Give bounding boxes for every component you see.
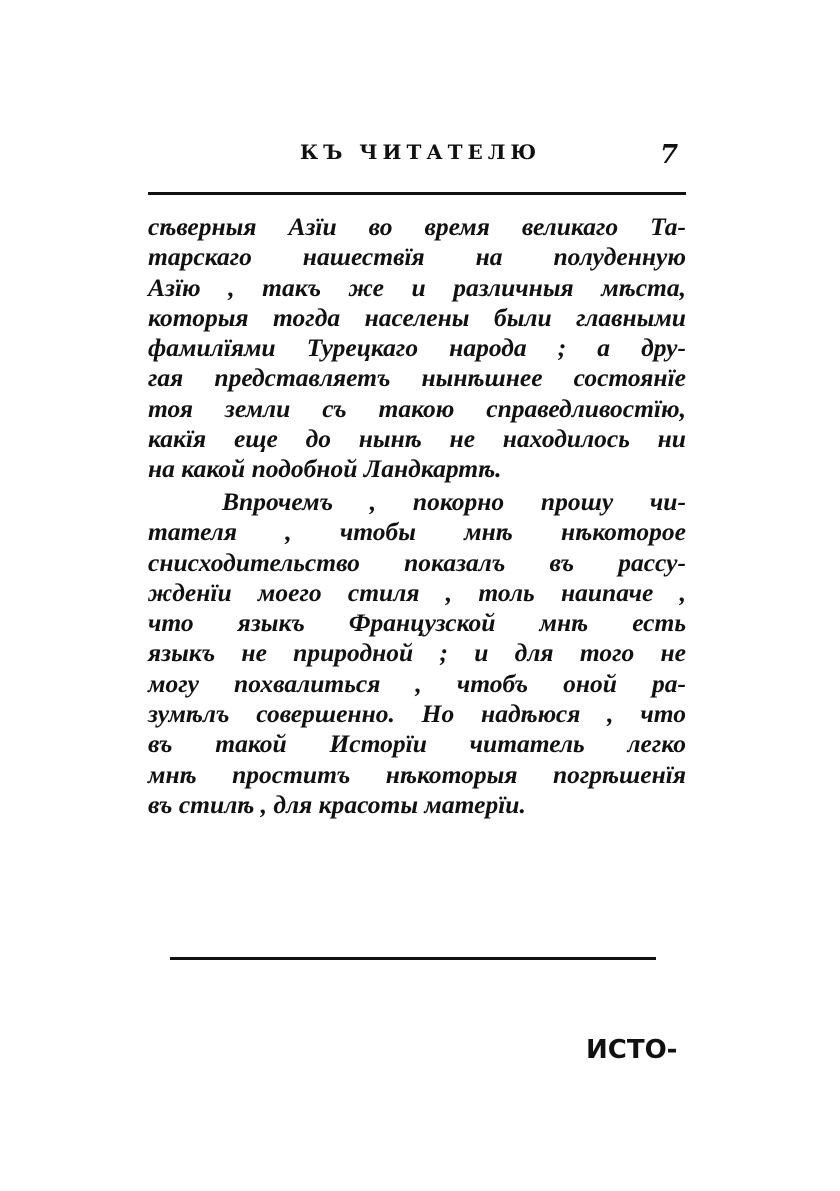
header-rule bbox=[148, 192, 686, 195]
text-line: гая представляетъ нынѣшнее состоянїе bbox=[148, 363, 686, 393]
page-number: 7 bbox=[660, 140, 679, 170]
text-line: могу похвалиться , чтобъ оной ра- bbox=[148, 668, 686, 698]
text-line: фамилїями Турецкаго народа ; а дру- bbox=[148, 333, 686, 363]
text-line: тоя земли съ такою справедливостїю, bbox=[148, 393, 686, 423]
catchword: ИСТО- bbox=[586, 1035, 678, 1065]
running-title: КЪ ЧИТАТЕЛЮ bbox=[300, 140, 542, 164]
text-line: жденїи моего стиля , толь наипаче , bbox=[148, 577, 686, 607]
text-line: сѣверныя Азїи во время великаго Та- bbox=[148, 212, 686, 241]
text-line: на какой подобной Ландкартѣ. bbox=[148, 454, 502, 484]
text-line: какїя еще до нынѣ не находилось ни bbox=[148, 424, 686, 454]
paragraph-1 bbox=[148, 212, 686, 485]
text-line: которыя тогда населены были главными bbox=[148, 302, 686, 332]
text-line: тарскаго нашествїя на полуденную bbox=[148, 242, 686, 272]
text-line: тателя , чтобы мнѣ нѣкоторое bbox=[148, 517, 686, 547]
text-line: снисходительство показалъ въ рассу- bbox=[148, 547, 686, 577]
footer-rule bbox=[170, 957, 656, 960]
paragraph-2 bbox=[148, 487, 686, 820]
text-line: Азїю , такъ же и различныя мѣста, bbox=[148, 272, 686, 302]
text-line: что языкъ Французской мнѣ есть bbox=[148, 608, 686, 638]
text-line: мнѣ проститъ нѣкоторыя погрѣшенїя bbox=[148, 759, 686, 789]
text-line: въ такой Исторїи читатель легко bbox=[148, 729, 686, 759]
text-line: Впрочемъ , покорно прошу чи- bbox=[222, 487, 686, 516]
text-line: зумѣлъ совершенно. Но надѣюся , что bbox=[148, 699, 686, 729]
text-line: языкъ не природной ; и для того не bbox=[148, 638, 686, 668]
text-line: въ стилѣ , для красоты матерїи. bbox=[148, 789, 526, 819]
